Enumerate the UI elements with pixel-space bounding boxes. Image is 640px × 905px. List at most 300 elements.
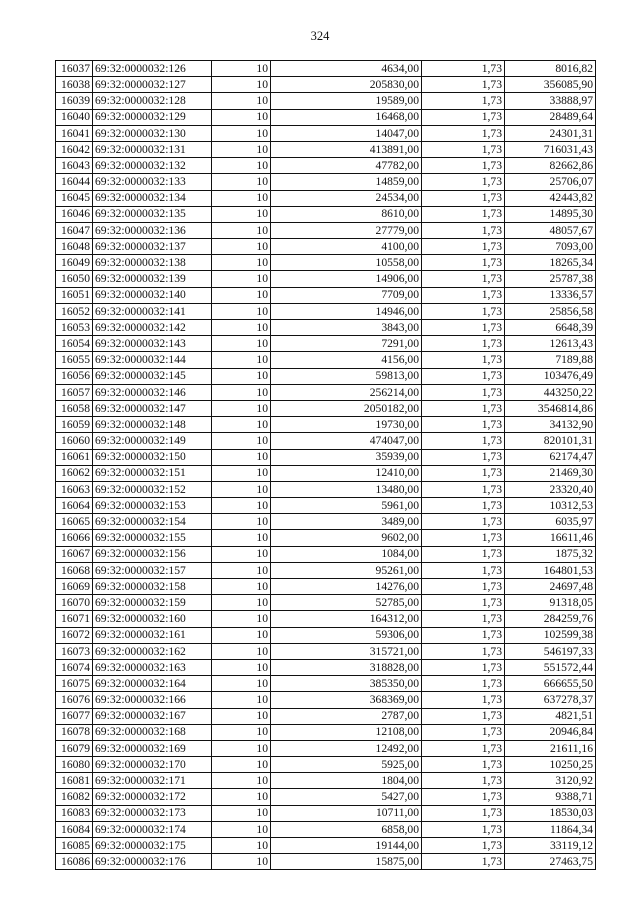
- area-cell: 14047,00: [271, 125, 422, 141]
- row-number-cell: 16050: [56, 271, 93, 287]
- row-number-cell: 16080: [56, 757, 93, 773]
- coefficient-cell: 1,73: [422, 838, 505, 854]
- cadastral-number-cell: 69:32:0000032:156: [93, 546, 212, 562]
- class-cell: 10: [212, 303, 271, 319]
- coefficient-cell: 1,73: [422, 789, 505, 805]
- cadastral-number-cell: 69:32:0000032:134: [93, 190, 212, 206]
- cadastral-number-cell: 69:32:0000032:150: [93, 449, 212, 465]
- value-cell: 356085,90: [505, 77, 596, 93]
- value-cell: 820101,31: [505, 433, 596, 449]
- row-number-cell: 16067: [56, 546, 93, 562]
- class-cell: 10: [212, 498, 271, 514]
- coefficient-cell: 1,73: [422, 595, 505, 611]
- coefficient-cell: 1,73: [422, 740, 505, 756]
- class-cell: 10: [212, 222, 271, 238]
- row-number-cell: 16074: [56, 659, 93, 675]
- table-row: [56, 659, 596, 675]
- cadastral-number-cell: 69:32:0000032:130: [93, 125, 212, 141]
- row-number-cell: 16064: [56, 498, 93, 514]
- value-cell: 12613,43: [505, 336, 596, 352]
- value-cell: 3120,92: [505, 773, 596, 789]
- row-number-cell: 16043: [56, 158, 93, 174]
- class-cell: 10: [212, 368, 271, 384]
- coefficient-cell: 1,73: [422, 303, 505, 319]
- class-cell: 10: [212, 400, 271, 416]
- table-row: [56, 627, 596, 643]
- row-number-cell: 16056: [56, 368, 93, 384]
- cadastral-number-cell: 69:32:0000032:148: [93, 417, 212, 433]
- area-cell: 52785,00: [271, 595, 422, 611]
- class-cell: 10: [212, 724, 271, 740]
- table-row: [56, 239, 596, 255]
- table-row: [56, 854, 596, 870]
- class-cell: 10: [212, 692, 271, 708]
- value-cell: 11864,34: [505, 821, 596, 837]
- row-number-cell: 16069: [56, 579, 93, 595]
- value-cell: 1875,32: [505, 546, 596, 562]
- coefficient-cell: 1,73: [422, 287, 505, 303]
- area-cell: 3843,00: [271, 320, 422, 336]
- coefficient-cell: 1,73: [422, 336, 505, 352]
- value-cell: 7189,88: [505, 352, 596, 368]
- value-cell: 14895,30: [505, 206, 596, 222]
- class-cell: 10: [212, 255, 271, 271]
- class-cell: 10: [212, 125, 271, 141]
- value-cell: 16611,46: [505, 530, 596, 546]
- value-cell: 21469,30: [505, 465, 596, 481]
- coefficient-cell: 1,73: [422, 481, 505, 497]
- row-number-cell: 16044: [56, 174, 93, 190]
- cadastral-number-cell: 69:32:0000032:175: [93, 838, 212, 854]
- class-cell: 10: [212, 643, 271, 659]
- cadastral-number-cell: 69:32:0000032:147: [93, 400, 212, 416]
- area-cell: 4156,00: [271, 352, 422, 368]
- cadastral-number-cell: 69:32:0000032:161: [93, 627, 212, 643]
- table-row: [56, 368, 596, 384]
- table-row: [56, 789, 596, 805]
- table-row: [56, 417, 596, 433]
- coefficient-cell: 1,73: [422, 433, 505, 449]
- area-cell: 19730,00: [271, 417, 422, 433]
- coefficient-cell: 1,73: [422, 854, 505, 870]
- table-row: [56, 724, 596, 740]
- table-row: [56, 77, 596, 93]
- table-row: [56, 109, 596, 125]
- row-number-cell: 16075: [56, 676, 93, 692]
- table-row: [56, 740, 596, 756]
- class-cell: 10: [212, 659, 271, 675]
- class-cell: 10: [212, 320, 271, 336]
- cadastral-number-cell: 69:32:0000032:166: [93, 692, 212, 708]
- value-cell: 102599,38: [505, 627, 596, 643]
- coefficient-cell: 1,73: [422, 757, 505, 773]
- coefficient-cell: 1,73: [422, 141, 505, 157]
- cadastral-number-cell: 69:32:0000032:159: [93, 595, 212, 611]
- row-number-cell: 16066: [56, 530, 93, 546]
- cadastral-number-cell: 69:32:0000032:136: [93, 222, 212, 238]
- area-cell: 9602,00: [271, 530, 422, 546]
- class-cell: 10: [212, 676, 271, 692]
- class-cell: 10: [212, 854, 271, 870]
- class-cell: 10: [212, 206, 271, 222]
- cadastral-number-cell: 69:32:0000032:174: [93, 821, 212, 837]
- row-number-cell: 16052: [56, 303, 93, 319]
- value-cell: 164801,53: [505, 562, 596, 578]
- coefficient-cell: 1,73: [422, 174, 505, 190]
- value-cell: 82662,86: [505, 158, 596, 174]
- value-cell: 24301,31: [505, 125, 596, 141]
- class-cell: 10: [212, 190, 271, 206]
- coefficient-cell: 1,73: [422, 109, 505, 125]
- cadastral-number-cell: 69:32:0000032:138: [93, 255, 212, 271]
- value-cell: 8016,82: [505, 61, 596, 77]
- coefficient-cell: 1,73: [422, 93, 505, 109]
- area-cell: 5925,00: [271, 757, 422, 773]
- row-number-cell: 16059: [56, 417, 93, 433]
- coefficient-cell: 1,73: [422, 611, 505, 627]
- row-number-cell: 16053: [56, 320, 93, 336]
- table-row: [56, 595, 596, 611]
- coefficient-cell: 1,73: [422, 562, 505, 578]
- table-row: [56, 190, 596, 206]
- table-row: [56, 222, 596, 238]
- coefficient-cell: 1,73: [422, 417, 505, 433]
- value-cell: 10312,53: [505, 498, 596, 514]
- cadastral-number-cell: 69:32:0000032:176: [93, 854, 212, 870]
- row-number-cell: 16045: [56, 190, 93, 206]
- value-cell: 91318,05: [505, 595, 596, 611]
- value-cell: 9388,71: [505, 789, 596, 805]
- cadastral-number-cell: 69:32:0000032:129: [93, 109, 212, 125]
- coefficient-cell: 1,73: [422, 125, 505, 141]
- table-row: [56, 158, 596, 174]
- table-row: [56, 562, 596, 578]
- area-cell: 14906,00: [271, 271, 422, 287]
- cadastral-number-cell: 69:32:0000032:152: [93, 481, 212, 497]
- area-cell: 205830,00: [271, 77, 422, 93]
- coefficient-cell: 1,73: [422, 676, 505, 692]
- coefficient-cell: 1,73: [422, 465, 505, 481]
- class-cell: 10: [212, 336, 271, 352]
- class-cell: 10: [212, 627, 271, 643]
- coefficient-cell: 1,73: [422, 692, 505, 708]
- cadastral-number-cell: 69:32:0000032:164: [93, 676, 212, 692]
- cadastral-number-cell: 69:32:0000032:154: [93, 514, 212, 530]
- cadastral-number-cell: 69:32:0000032:146: [93, 384, 212, 400]
- class-cell: 10: [212, 546, 271, 562]
- area-cell: 413891,00: [271, 141, 422, 157]
- row-number-cell: 16077: [56, 708, 93, 724]
- cadastral-number-cell: 69:32:0000032:133: [93, 174, 212, 190]
- class-cell: 10: [212, 93, 271, 109]
- area-cell: 24534,00: [271, 190, 422, 206]
- area-cell: 474047,00: [271, 433, 422, 449]
- cadastral-number-cell: 69:32:0000032:172: [93, 789, 212, 805]
- cadastral-number-cell: 69:32:0000032:145: [93, 368, 212, 384]
- row-number-cell: 16054: [56, 336, 93, 352]
- cadastral-number-cell: 69:32:0000032:167: [93, 708, 212, 724]
- cadastral-number-cell: 69:32:0000032:155: [93, 530, 212, 546]
- area-cell: 7709,00: [271, 287, 422, 303]
- table-row: [56, 611, 596, 627]
- row-number-cell: 16057: [56, 384, 93, 400]
- cadastral-number-cell: 69:32:0000032:144: [93, 352, 212, 368]
- table-row: [56, 303, 596, 319]
- value-cell: 4821,51: [505, 708, 596, 724]
- coefficient-cell: 1,73: [422, 449, 505, 465]
- cadastral-number-cell: 69:32:0000032:143: [93, 336, 212, 352]
- row-number-cell: 16041: [56, 125, 93, 141]
- class-cell: 10: [212, 77, 271, 93]
- row-number-cell: 16068: [56, 562, 93, 578]
- cadastral-number-cell: 69:32:0000032:141: [93, 303, 212, 319]
- page-number: 324: [310, 29, 330, 43]
- table-row: [56, 465, 596, 481]
- area-cell: 47782,00: [271, 158, 422, 174]
- row-number-cell: 16062: [56, 465, 93, 481]
- table-row: [56, 757, 596, 773]
- cadastral-number-cell: 69:32:0000032:126: [93, 61, 212, 77]
- class-cell: 10: [212, 481, 271, 497]
- cadastral-number-cell: 69:32:0000032:171: [93, 773, 212, 789]
- area-cell: 6858,00: [271, 821, 422, 837]
- class-cell: 10: [212, 611, 271, 627]
- area-cell: 256214,00: [271, 384, 422, 400]
- class-cell: 10: [212, 562, 271, 578]
- value-cell: 42443,82: [505, 190, 596, 206]
- table-row: [56, 805, 596, 821]
- table-row: [56, 449, 596, 465]
- row-number-cell: 16055: [56, 352, 93, 368]
- row-number-cell: 16048: [56, 239, 93, 255]
- cadastral-number-cell: 69:32:0000032:128: [93, 93, 212, 109]
- class-cell: 10: [212, 109, 271, 125]
- table-row: [56, 692, 596, 708]
- area-cell: 4634,00: [271, 61, 422, 77]
- table-row: [56, 514, 596, 530]
- area-cell: 19144,00: [271, 838, 422, 854]
- class-cell: 10: [212, 449, 271, 465]
- table-row: [56, 255, 596, 271]
- row-number-cell: 16040: [56, 109, 93, 125]
- cadastral-number-cell: 69:32:0000032:127: [93, 77, 212, 93]
- class-cell: 10: [212, 352, 271, 368]
- table-row: [56, 579, 596, 595]
- row-number-cell: 16082: [56, 789, 93, 805]
- cadastral-number-cell: 69:32:0000032:135: [93, 206, 212, 222]
- area-cell: 7291,00: [271, 336, 422, 352]
- table-row: [56, 530, 596, 546]
- data-table: [55, 60, 596, 870]
- table-row: [56, 643, 596, 659]
- coefficient-cell: 1,73: [422, 400, 505, 416]
- row-number-cell: 16037: [56, 61, 93, 77]
- row-number-cell: 16042: [56, 141, 93, 157]
- area-cell: 13480,00: [271, 481, 422, 497]
- area-cell: 27779,00: [271, 222, 422, 238]
- coefficient-cell: 1,73: [422, 708, 505, 724]
- row-number-cell: 16073: [56, 643, 93, 659]
- cadastral-number-cell: 69:32:0000032:163: [93, 659, 212, 675]
- area-cell: 12492,00: [271, 740, 422, 756]
- row-number-cell: 16047: [56, 222, 93, 238]
- coefficient-cell: 1,73: [422, 352, 505, 368]
- value-cell: 13336,57: [505, 287, 596, 303]
- cadastral-number-cell: 69:32:0000032:160: [93, 611, 212, 627]
- value-cell: 25787,38: [505, 271, 596, 287]
- coefficient-cell: 1,73: [422, 77, 505, 93]
- value-cell: 443250,22: [505, 384, 596, 400]
- table-row: [56, 352, 596, 368]
- coefficient-cell: 1,73: [422, 627, 505, 643]
- area-cell: 12410,00: [271, 465, 422, 481]
- table-row: [56, 773, 596, 789]
- value-cell: 27463,75: [505, 854, 596, 870]
- table-row: [56, 481, 596, 497]
- value-cell: 637278,37: [505, 692, 596, 708]
- row-number-cell: 16038: [56, 77, 93, 93]
- cadastral-number-cell: 69:32:0000032:151: [93, 465, 212, 481]
- class-cell: 10: [212, 141, 271, 157]
- row-number-cell: 16051: [56, 287, 93, 303]
- class-cell: 10: [212, 821, 271, 837]
- class-cell: 10: [212, 838, 271, 854]
- class-cell: 10: [212, 158, 271, 174]
- row-number-cell: 16081: [56, 773, 93, 789]
- row-number-cell: 16078: [56, 724, 93, 740]
- table-row: [56, 676, 596, 692]
- area-cell: 4100,00: [271, 239, 422, 255]
- class-cell: 10: [212, 708, 271, 724]
- row-number-cell: 16084: [56, 821, 93, 837]
- cadastral-number-cell: 69:32:0000032:132: [93, 158, 212, 174]
- row-number-cell: 16063: [56, 481, 93, 497]
- cadastral-number-cell: 69:32:0000032:173: [93, 805, 212, 821]
- table-row: [56, 174, 596, 190]
- row-number-cell: 16086: [56, 854, 93, 870]
- cadastral-number-cell: 69:32:0000032:168: [93, 724, 212, 740]
- value-cell: 6035,97: [505, 514, 596, 530]
- class-cell: 10: [212, 789, 271, 805]
- area-cell: 10711,00: [271, 805, 422, 821]
- value-cell: 10250,25: [505, 757, 596, 773]
- coefficient-cell: 1,73: [422, 320, 505, 336]
- class-cell: 10: [212, 61, 271, 77]
- row-number-cell: 16061: [56, 449, 93, 465]
- value-cell: 33888,97: [505, 93, 596, 109]
- row-number-cell: 16046: [56, 206, 93, 222]
- value-cell: 20946,84: [505, 724, 596, 740]
- area-cell: 164312,00: [271, 611, 422, 627]
- class-cell: 10: [212, 757, 271, 773]
- value-cell: 28489,64: [505, 109, 596, 125]
- value-cell: 716031,43: [505, 141, 596, 157]
- row-number-cell: 16039: [56, 93, 93, 109]
- cadastral-number-cell: 69:32:0000032:140: [93, 287, 212, 303]
- value-cell: 48057,67: [505, 222, 596, 238]
- value-cell: 551572,44: [505, 659, 596, 675]
- row-number-cell: 16072: [56, 627, 93, 643]
- area-cell: 8610,00: [271, 206, 422, 222]
- coefficient-cell: 1,73: [422, 773, 505, 789]
- value-cell: 23320,40: [505, 481, 596, 497]
- table-row: [56, 141, 596, 157]
- table-body: [56, 61, 596, 870]
- coefficient-cell: 1,73: [422, 643, 505, 659]
- table-row: [56, 546, 596, 562]
- table-row: [56, 61, 596, 77]
- class-cell: 10: [212, 433, 271, 449]
- row-number-cell: 16079: [56, 740, 93, 756]
- area-cell: 14946,00: [271, 303, 422, 319]
- coefficient-cell: 1,73: [422, 190, 505, 206]
- class-cell: 10: [212, 271, 271, 287]
- area-cell: 2050182,00: [271, 400, 422, 416]
- area-cell: 16468,00: [271, 109, 422, 125]
- area-cell: 59306,00: [271, 627, 422, 643]
- table-row: [56, 287, 596, 303]
- coefficient-cell: 1,73: [422, 724, 505, 740]
- cadastral-number-cell: 69:32:0000032:139: [93, 271, 212, 287]
- cadastral-number-cell: 69:32:0000032:149: [93, 433, 212, 449]
- value-cell: 18530,03: [505, 805, 596, 821]
- class-cell: 10: [212, 465, 271, 481]
- class-cell: 10: [212, 417, 271, 433]
- area-cell: 15875,00: [271, 854, 422, 870]
- value-cell: 34132,90: [505, 417, 596, 433]
- cadastral-number-cell: 69:32:0000032:131: [93, 141, 212, 157]
- area-cell: 5427,00: [271, 789, 422, 805]
- coefficient-cell: 1,73: [422, 546, 505, 562]
- row-number-cell: 16071: [56, 611, 93, 627]
- row-number-cell: 16070: [56, 595, 93, 611]
- area-cell: 315721,00: [271, 643, 422, 659]
- area-cell: 12108,00: [271, 724, 422, 740]
- row-number-cell: 16085: [56, 838, 93, 854]
- area-cell: 5961,00: [271, 498, 422, 514]
- row-number-cell: 16076: [56, 692, 93, 708]
- value-cell: 18265,34: [505, 255, 596, 271]
- class-cell: 10: [212, 740, 271, 756]
- class-cell: 10: [212, 530, 271, 546]
- table-row: [56, 93, 596, 109]
- row-number-cell: 16065: [56, 514, 93, 530]
- class-cell: 10: [212, 579, 271, 595]
- coefficient-cell: 1,73: [422, 271, 505, 287]
- table-row: [56, 125, 596, 141]
- coefficient-cell: 1,73: [422, 514, 505, 530]
- coefficient-cell: 1,73: [422, 821, 505, 837]
- area-cell: 14276,00: [271, 579, 422, 595]
- area-cell: 10558,00: [271, 255, 422, 271]
- coefficient-cell: 1,73: [422, 579, 505, 595]
- cadastral-number-cell: 69:32:0000032:158: [93, 579, 212, 595]
- class-cell: 10: [212, 384, 271, 400]
- area-cell: 59813,00: [271, 368, 422, 384]
- row-number-cell: 16058: [56, 400, 93, 416]
- cadastral-number-cell: 69:32:0000032:170: [93, 757, 212, 773]
- area-cell: 3489,00: [271, 514, 422, 530]
- value-cell: 33119,12: [505, 838, 596, 854]
- table-row: [56, 206, 596, 222]
- row-number-cell: 16060: [56, 433, 93, 449]
- area-cell: 19589,00: [271, 93, 422, 109]
- value-cell: 25706,07: [505, 174, 596, 190]
- cadastral-number-cell: 69:32:0000032:169: [93, 740, 212, 756]
- table-row: [56, 838, 596, 854]
- cadastral-number-cell: 69:32:0000032:153: [93, 498, 212, 514]
- area-cell: 385350,00: [271, 676, 422, 692]
